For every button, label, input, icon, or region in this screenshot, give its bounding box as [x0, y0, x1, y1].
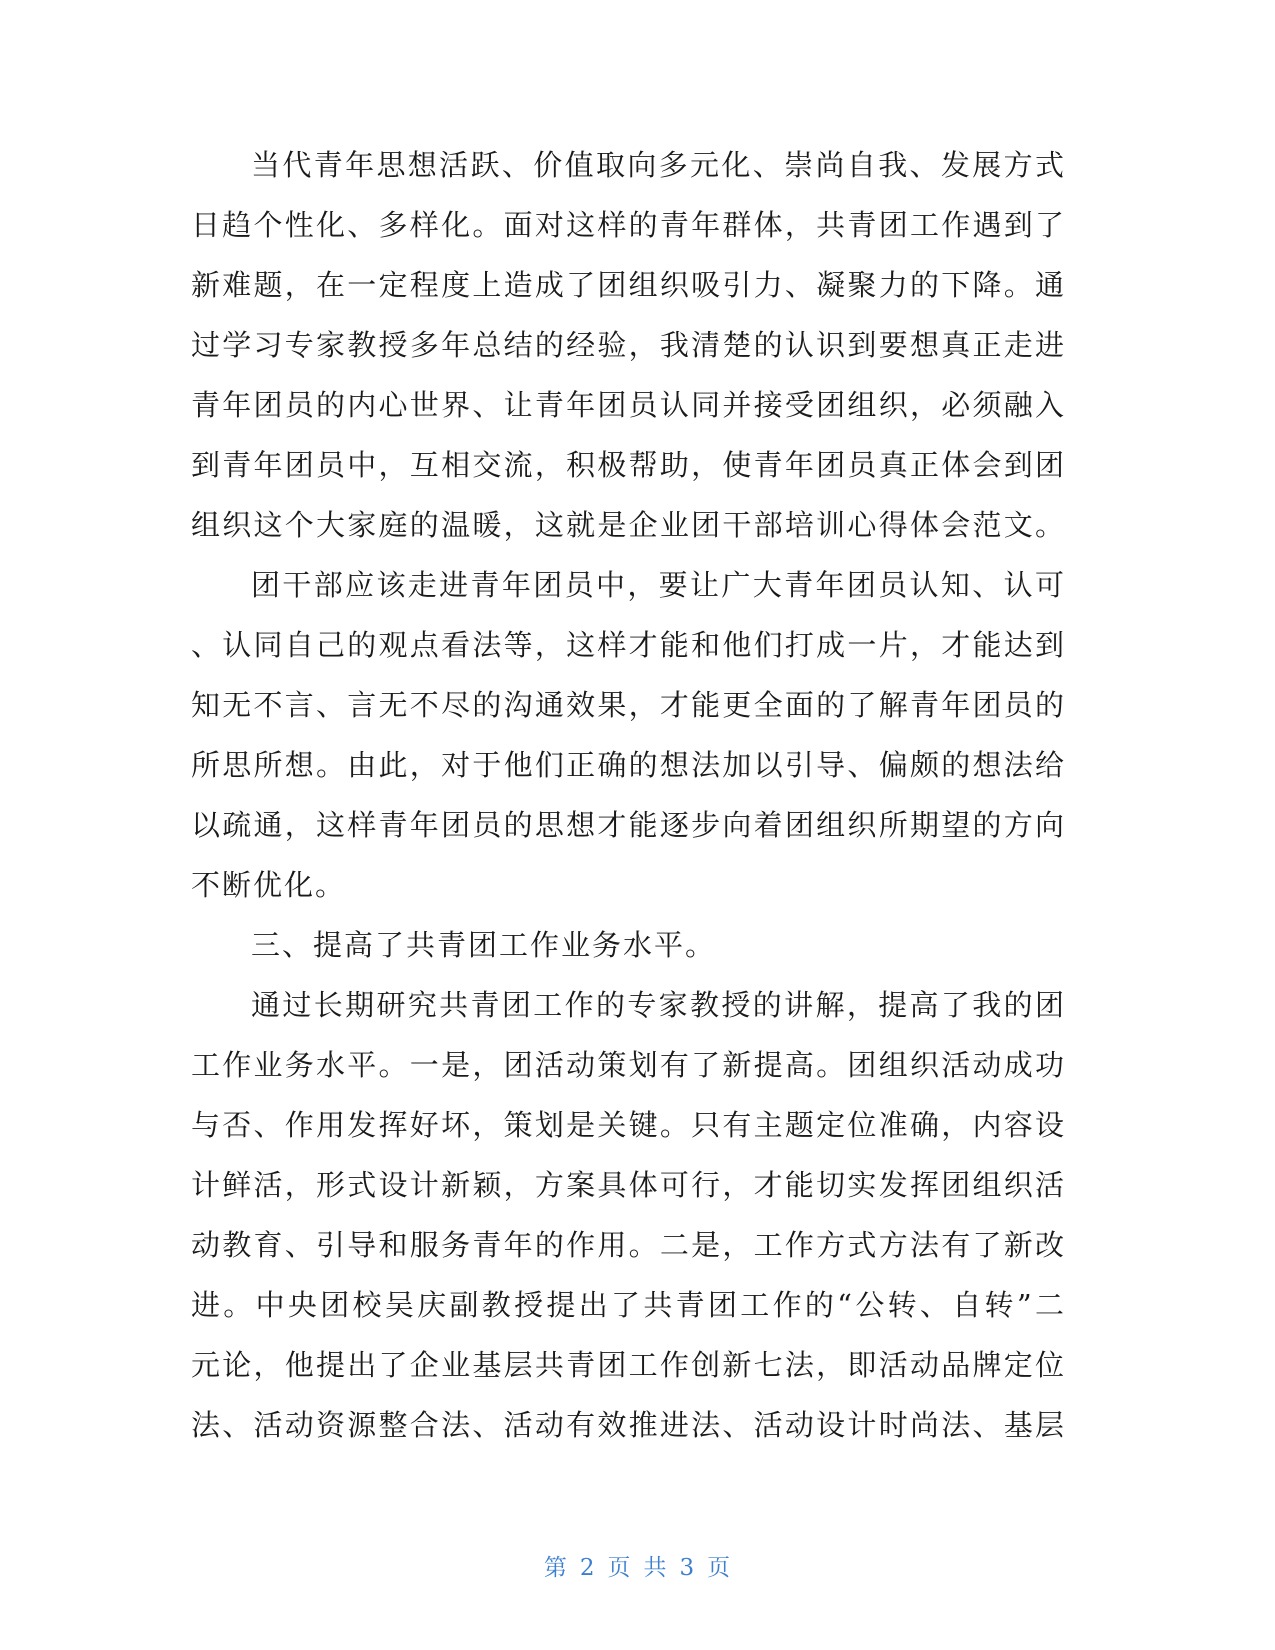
footer-label-total: 共 — [643, 1555, 668, 1581]
text-line: 过学习专家教授多年总结的经验，我清楚的认识到要想真正走进 — [191, 328, 1066, 362]
text-line: 与否、作用发挥好坏，策划是关键。只有主题定位准确，内容设 — [191, 1108, 1066, 1142]
text-line: 不断优化。 — [191, 868, 347, 902]
text-line: 法、活动资源整合法、活动有效推进法、活动设计时尚法、基层 — [191, 1408, 1066, 1442]
text-line: 新难题，在一定程度上造成了团组织吸引力、凝聚力的下降。通 — [191, 268, 1066, 302]
text-line: 知无不言、言无不尽的沟通效果，才能更全面的了解青年团员的 — [191, 688, 1066, 722]
document-body — [191, 135, 1066, 1455]
text-line: 通过长期研究共青团工作的专家教授的讲解，提高了我的团 — [251, 988, 1066, 1022]
footer-label-unit-2: 页 — [707, 1555, 732, 1581]
text-line: 日趋个性化、多样化。面对这样的青年群体，共青团工作遇到了 — [191, 208, 1066, 242]
text-line: 组织这个大家庭的温暖，这就是企业团干部培训心得体会范文。 — [191, 508, 1066, 542]
text-line: 以疏通，这样青年团员的思想才能逐步向着团组织所期望的方向 — [191, 808, 1066, 842]
text-line: 计鲜活，形式设计新颖，方案具体可行，才能切实发挥团组织活 — [191, 1168, 1066, 1202]
text-line: 进。中央团校吴庆副教授提出了共青团工作的“公转、自转”二 — [191, 1288, 1066, 1322]
footer-current-page: 2 — [579, 1555, 596, 1581]
text-line: 元论，他提出了企业基层共青团工作创新七法，即活动品牌定位 — [191, 1348, 1066, 1382]
text-line: 三、提高了共青团工作业务水平。 — [251, 928, 717, 962]
footer-label-unit: 页 — [607, 1555, 632, 1581]
text-line: 、认同自己的观点看法等，这样才能和他们打成一片，才能达到 — [191, 628, 1066, 662]
text-line: 到青年团员中，互相交流，积极帮助，使青年团员真正体会到团 — [191, 448, 1066, 482]
text-line: 动教育、引导和服务青年的作用。二是，工作方式方法有了新改 — [191, 1228, 1066, 1262]
footer-label-page: 第 — [543, 1555, 568, 1581]
text-line: 所思所想。由此，对于他们正确的想法加以引导、偏颇的想法给 — [191, 748, 1066, 782]
text-line: 当代青年思想活跃、价值取向多元化、崇尚自我、发展方式 — [251, 148, 1066, 182]
text-line: 工作业务水平。一是，团活动策划有了新提高。团组织活动成功 — [191, 1048, 1066, 1082]
text-line: 青年团员的内心世界、让青年团员认同并接受团组织，必须融入 — [191, 388, 1066, 422]
text-line: 团干部应该走进青年团员中，要让广大青年团员认知、认可 — [251, 568, 1066, 602]
page-footer — [0, 1549, 1275, 1582]
footer-total-pages: 3 — [679, 1555, 696, 1581]
